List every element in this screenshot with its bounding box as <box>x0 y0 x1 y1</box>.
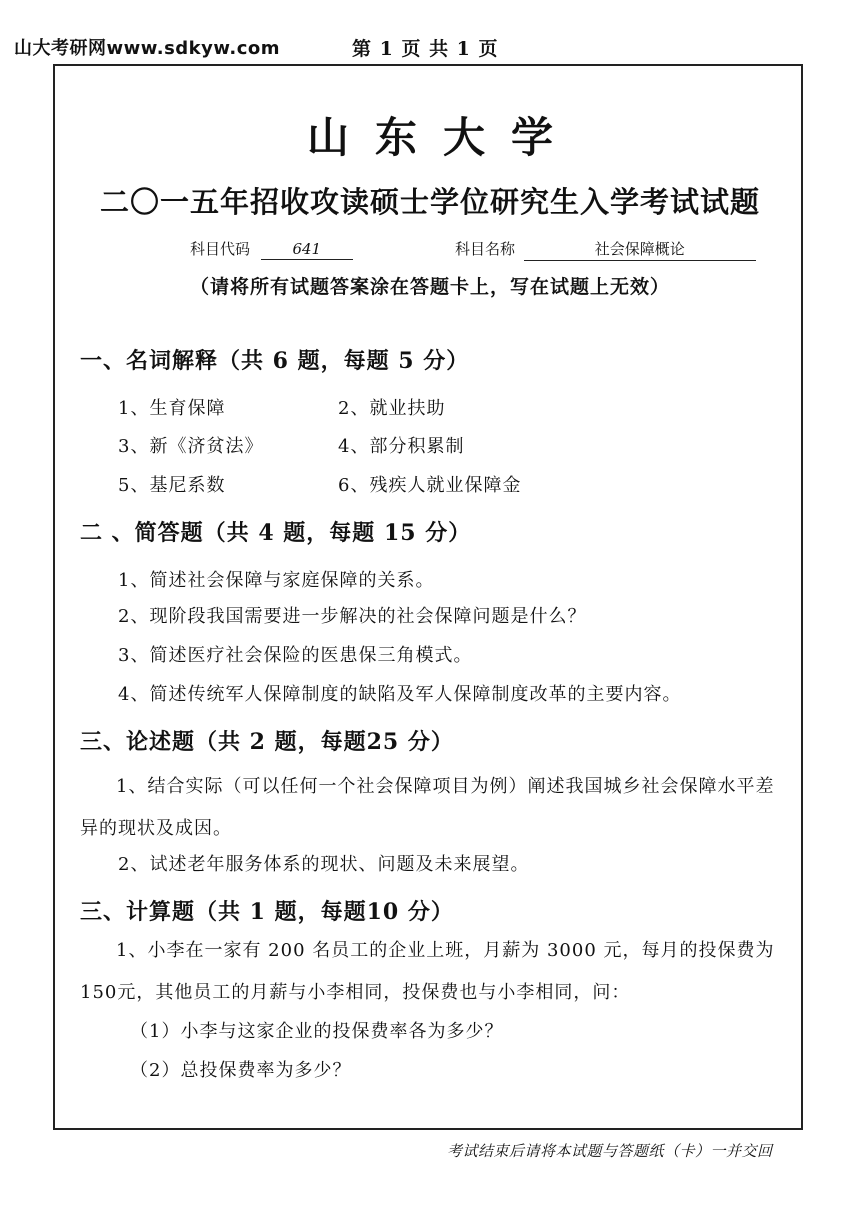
section-heading-terms: 一、名词解释（共 6 题，每题 5 分） <box>80 348 470 374</box>
subject-name-value: 社会保障概论 <box>524 238 756 261</box>
term-item: 3、新《济贫法》 <box>118 436 264 457</box>
subject-name <box>455 238 756 261</box>
essay-question: 2、试述老年服务体系的现状、问题及未来展望。 <box>118 854 530 875</box>
question-item: 1、简述社会保障与家庭保障的关系。 <box>118 570 435 591</box>
site-watermark: 山大考研网www.sdkyw.com <box>14 38 280 59</box>
term-item: 2、就业扶助 <box>338 398 446 419</box>
calculation-subquestion: （2）总投保费率为多少？ <box>130 1060 352 1081</box>
term-item: 1、生育保障 <box>118 398 226 419</box>
exam-notice: （请将所有试题答案涂在答题卡上，写在试题上无效） <box>189 276 670 298</box>
subject-code <box>190 238 353 260</box>
university-name: 山东大学 <box>306 113 579 162</box>
calculation-subquestion: （1）小李与这家企业的投保费率各为多少？ <box>130 1021 504 1042</box>
calculation-question: 1、小李在一家有 200 名员工的企业上班，月薪为 3000 元，每月的投保费为150元，其他员工的月薪与小李相同，投保费也与小李相同，问： <box>80 940 775 1003</box>
question-item: 3、简述医疗社会保险的医患保三角模式。 <box>118 645 473 666</box>
essay-question: 1、结合实际（可以任何一个社会保障项目为例）阐述我国城乡社会保障水平差异的现状及成因。 <box>80 776 775 839</box>
subject-code-label: 科目代码 <box>190 240 251 258</box>
page-count: 第 1 页 共 1 页 <box>352 38 499 60</box>
subject-code-value: 641 <box>261 240 353 260</box>
term-item: 4、部分积累制 <box>338 436 465 457</box>
subject-name-label: 科目名称 <box>455 240 516 258</box>
exam-title: 二〇一五年招收攻读硕士学位研究生入学考试试题 <box>99 185 760 219</box>
question-item: 4、简述传统军人保障制度的缺陷及军人保障制度改革的主要内容。 <box>118 684 682 705</box>
footer-note: 考试结束后请将本试题与答题纸（卡）一并交回 <box>447 1142 773 1160</box>
section-heading-short-answer: 二 、简答题（共 4 题，每题 15 分） <box>80 520 472 546</box>
question-item: 2、现阶段我国需要进一步解决的社会保障问题是什么？ <box>118 606 587 627</box>
term-item: 5、基尼系数 <box>118 475 226 496</box>
term-item: 6、残疾人就业保障金 <box>338 475 522 496</box>
section-heading-calculation: 三、计算题（共 1 题，每题10 分） <box>80 899 454 925</box>
section-heading-essay: 三、论述题（共 2 题，每题25 分） <box>80 729 454 755</box>
